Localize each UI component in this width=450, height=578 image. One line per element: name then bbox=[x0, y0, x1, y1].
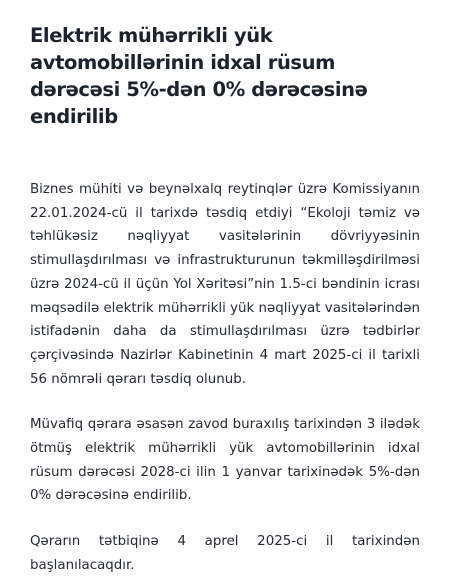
article-paragraph-3: Qərarın tətbiqinə 4 aprel 2025-ci il tarixindən başlanılacaqdır. bbox=[30, 534, 420, 573]
article-paragraph-2: Müvafiq qərara əsasən zavod buraxılış tarixindən 3 ilədək ötmüş elektrik mühərrikli yük avtomobillərinin idxal rüsum dərəcəsi 2028-ci ilin 1 yanvar tarixinədək 5%-dən 0% dərəcəsinə endirilib. bbox=[30, 417, 420, 504]
article-paragraph-1: Biznes mühiti və beynəlxalq reytinqlər üzrə Komissiyanın 22.01.2024-cü il tarixdə təsdiq etdiyi “Ekoloji təmiz və təhlükəsiz nəqliyyat vasitələrinin dövriyyəsinin stimullaşdırılması və infrastrukturunun təkmilləşdirilməsi üzrə 2024-cü il üçün Yol Xəritəsi”nin 1.5-ci bəndinin icrası məqsədilə elektrik mühərrikli yük nəqliyyat vasitələrindən istifadənin daha da stimullaşdırılması üzrə tədbirlər çərçivəsində Nazirlər Kabinetinin 4 mart 2025-ci il tarixli 56 nömrəli qərarı təsdiq olunub. bbox=[30, 182, 420, 387]
article-headline: Elektrik mühərrikli yük avtomobillərinin idxal rüsum dərəcəsi 5%-dən 0% dərəcəsinə endirilib bbox=[30, 24, 368, 128]
